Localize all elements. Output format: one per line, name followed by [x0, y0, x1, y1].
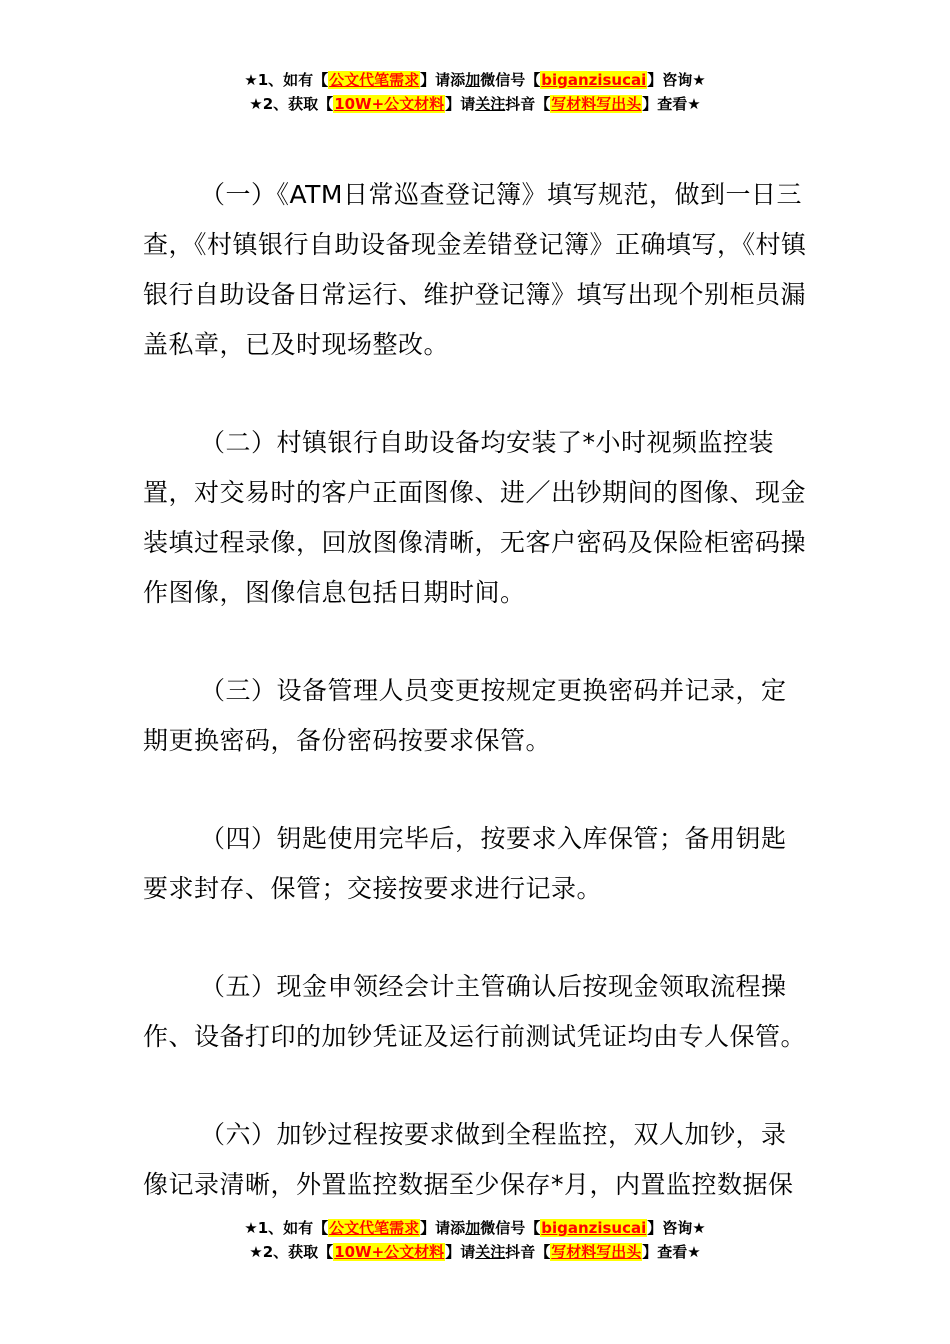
paragraph-1: （一）《ATM日常巡查登记簿》填写规范，做到一日三查，《村镇银行自助设备现金差错登记簿》正确填写，《村镇银行自助设备日常运行、维护登记簿》填写出现个别柜员漏盖私章，已及时现场整改。	[143, 180, 807, 359]
banner-highlight: 公文代笔需求	[329, 1219, 420, 1237]
banner-highlight-wechat: biganzisucai	[541, 71, 647, 89]
banner-text: ★1、如有【	[244, 71, 329, 89]
banner-underline: 加	[465, 1219, 481, 1237]
banner-text: 微信号【	[480, 71, 541, 89]
paragraph-4: （四）钥匙使用完毕后，按要求入库保管；备用钥匙要求封存、保管；交接按要求进行记录。	[143, 824, 787, 903]
paragraph-3: （三）设备管理人员变更按规定更换密码并记录，定期更换密码，备份密码按要求保管。	[143, 676, 787, 755]
banner-text: 】咨询★	[647, 1219, 706, 1237]
banner-text: ★2、获取【	[249, 1243, 334, 1261]
paragraph-2: （二）村镇银行自助设备均安装了*小时视频监控装置，对交易时的客户正面图像、进／出钞期间的图像、现金装填过程录像，回放图像清晰，无客户密码及保险柜密码操作图像，图像信息包括日期时间。	[143, 428, 807, 607]
banner-text: ★2、获取【	[249, 95, 334, 113]
banner-text: 】咨询★	[647, 71, 706, 89]
banner-text: 微信号【	[480, 1219, 541, 1237]
banner-text: 】查看★	[642, 1243, 701, 1261]
banner-text: 抖音【	[505, 1243, 551, 1261]
banner-highlight-wechat: biganzisucai	[541, 1219, 647, 1237]
footer-banner	[0, 1216, 950, 1264]
banner-highlight-douyin: 写材料写出头	[551, 95, 642, 113]
banner-text: 】请添	[420, 1219, 466, 1237]
banner-underline: 关注	[475, 95, 506, 113]
document-body	[143, 170, 808, 1210]
banner-text: 】请添	[420, 71, 466, 89]
banner-line-1	[0, 68, 950, 92]
banner-line-2	[0, 92, 950, 116]
banner-text: ★1、如有【	[244, 1219, 329, 1237]
banner-highlight-douyin: 写材料写出头	[551, 1243, 642, 1261]
banner-highlight: 10W+公文材料	[334, 1243, 445, 1261]
banner-underline: 关注	[475, 1243, 506, 1261]
header-banner	[0, 68, 950, 116]
banner-text: 抖音【	[505, 95, 551, 113]
banner-text: 】请	[445, 95, 476, 113]
banner-underline: 加	[465, 71, 481, 89]
banner-highlight: 公文代笔需求	[329, 71, 420, 89]
banner-text: 】请	[445, 1243, 476, 1261]
banner-highlight: 10W+公文材料	[334, 95, 445, 113]
paragraph-6: （六）加钞过程按要求做到全程监控，双人加钞，录像记录清晰，外置监控数据至少保存*月，内置监控数据保	[143, 1120, 794, 1199]
paragraph-5: （五）现金申领经会计主管确认后按现金领取流程操作、设备打印的加钞凭证及运行前测试凭证均由专人保管。	[143, 972, 807, 1051]
banner-line-2	[0, 1240, 950, 1264]
banner-text: 】查看★	[642, 95, 701, 113]
banner-line-1	[0, 1216, 950, 1240]
